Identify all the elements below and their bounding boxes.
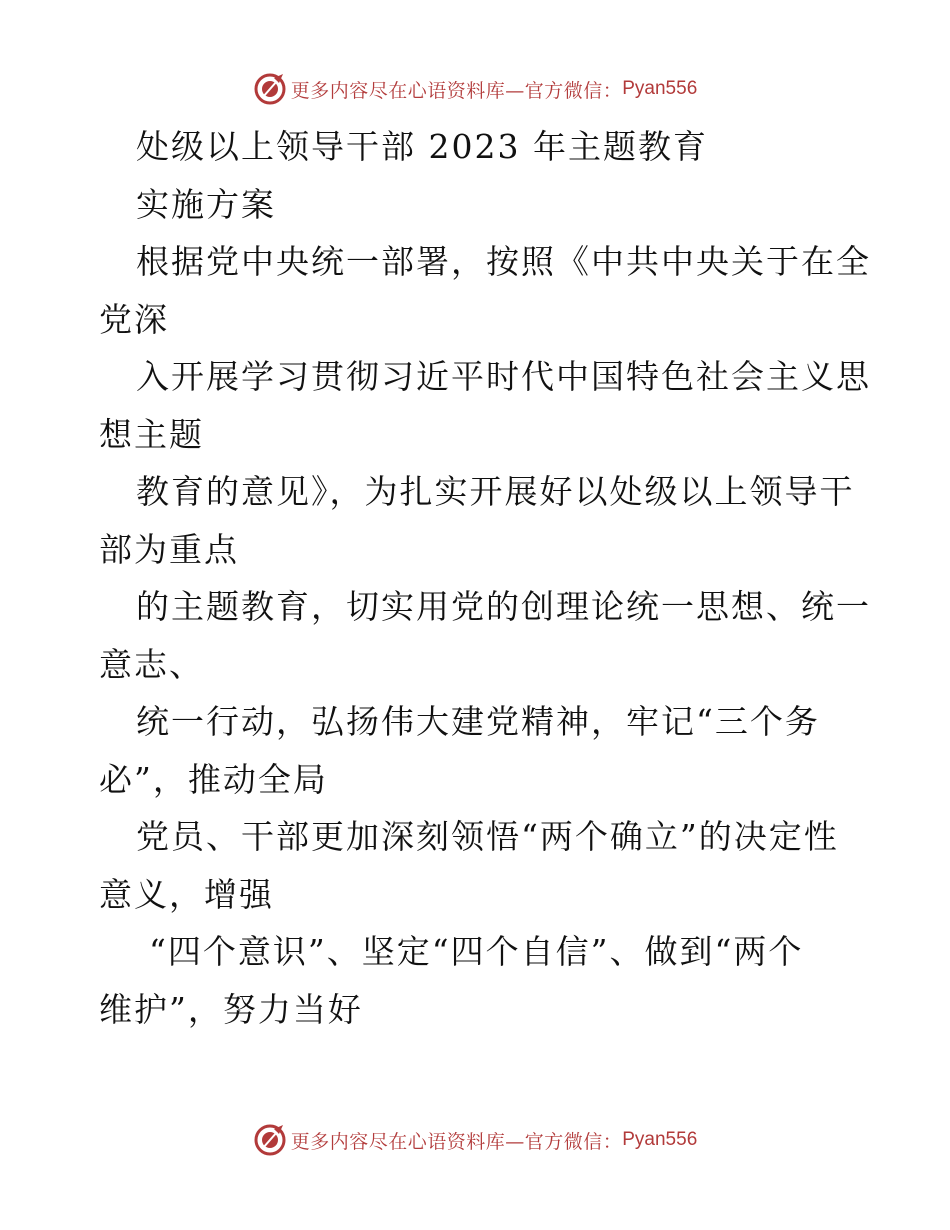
- paragraph-line: 意义，增强: [99, 874, 274, 914]
- header-wechat-id: Pyan556: [622, 78, 698, 99]
- header-banner-text: 更多内容尽在心语资料库—官方微信：: [290, 79, 623, 102]
- paragraph-line: 部为重点: [99, 529, 239, 569]
- paragraph-line: 入开展学习贯彻习近平时代中国特色社会主义思: [136, 357, 871, 396]
- document-title: 处级以上领导干部 2023 年主题教育: [136, 127, 708, 166]
- paragraph-line: 根据党中央统一部署，按照《中共中央关于在全: [136, 242, 871, 281]
- document-subtitle: 实施方案: [136, 184, 276, 224]
- paragraph-line: 党员、干部更加深刻领悟“两个确立”的决定性: [136, 817, 839, 856]
- document-body: [99, 118, 871, 1038]
- paragraph-line: 的主题教育，切实用党的创理论统一思想、统一: [136, 587, 871, 626]
- paragraph-line: 教育的意见》，为扎实开展好以处级以上领导干: [136, 472, 855, 511]
- paragraph-line: 必”，推动全局: [99, 759, 328, 799]
- paragraph-line: 统一行动，弘扬伟大建党精神，牢记“三个务: [136, 702, 820, 741]
- footer-banner-text: 更多内容尽在心语资料库—官方微信：: [290, 1130, 623, 1153]
- header-banner: [0, 69, 950, 109]
- footer-wechat-id: Pyan556: [622, 1129, 698, 1150]
- paragraph-line: 维护”，努力当好: [99, 989, 363, 1029]
- quill-pen-logo-icon: [253, 72, 287, 106]
- footer-banner: [0, 1120, 950, 1160]
- paragraph-line: 党深: [99, 299, 169, 339]
- paragraph-line: 意志、: [99, 644, 204, 684]
- paragraph-line: “四个意识”、坚定“四个自信”、做到“两个: [149, 932, 804, 971]
- quill-pen-logo-icon: [253, 1123, 287, 1157]
- paragraph-line: 想主题: [99, 414, 204, 454]
